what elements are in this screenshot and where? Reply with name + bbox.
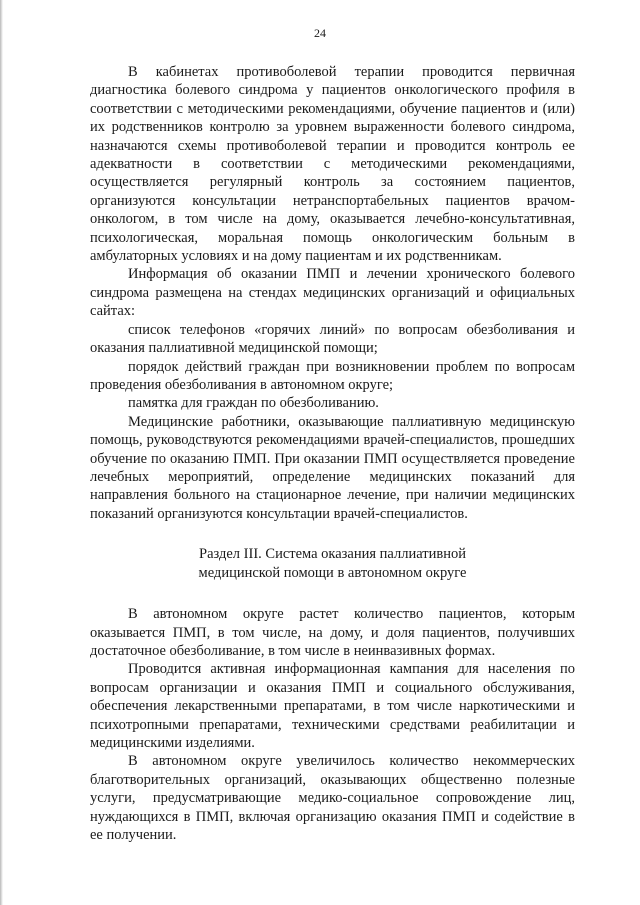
scan-edge-shadow — [0, 0, 3, 905]
section-heading-line-1: Раздел III. Система оказания паллиативной — [199, 546, 466, 563]
list-item-hotline-phones: список телефонов «горячих линий» по вопросам обезболивания и оказания паллиативной медицинской помощи; — [90, 321, 575, 357]
section-heading — [90, 545, 575, 583]
paragraph-pain-therapy-cabinets: В кабинетах противоболевой терапии проводится первичная диагностика болевого синдрома у пациентов онкологического профиля в соответствии с методическими рекомендациями, обучение пациентов и (или) их родственников контролю за уровнем выраженности болевого синдрома, назначаются схемы противоболевой терапии и проводится контроль ее адекватности в соответствии с методическими рекомендациями, осуществляется регулярный контроль за состоянием пациентов, организуются консультации нетранспортабельных пациентов врачом-онкологом, в том числе на дому, оказывается лечебно-консультативная, психологическая, моральная помощь онкологическим больным в амбулаторных условиях и на дому пациентам и их родственникам. — [90, 64, 575, 265]
document-body — [90, 63, 575, 844]
list-item-pain-relief-memo: памятка для граждан по обезболиванию. — [128, 395, 379, 412]
paragraph-information-placement: Информация об оказании ПМП и лечении хронического болевого синдрома размещена на стендах медицинских организаций и официальных сайтах: — [90, 266, 575, 320]
section-heading-line-2: медицинской помощи в автономном округе — [198, 565, 467, 582]
list-item-citizen-procedure: порядок действий граждан при возникновении проблем по вопросам проведения обезболивания в автономном округе; — [90, 358, 575, 393]
page-number: 24 — [314, 26, 326, 40]
paragraph-medical-workers: Медицинские работники, оказывающие паллиативную медицинскую помощь, руководствуются рекомендациями врачей-специалистов, прошедших обучение по оказанию ПМП. При оказании ПМП осуществляется проведение лечебных мероприятий, определение медицинских показаний для направления больного на стационарное лечение, при наличии медицинских показаний организуются консультации врачей-специалистов. — [90, 413, 575, 522]
paragraph-information-campaign: Проводится активная информационная кампания для населения по вопросам организации и оказания ПМП и социального обслуживания, обеспечения лекарственными препаратами, в том числе наркотическими и психотропными препаратами, техническими средствами реабилитации и медицинскими изделиями. — [90, 661, 575, 751]
paragraph-nonprofit-organizations: В автономном округе увеличилось количество некоммерческих благотворительных организаций, оказывающих общественно полезные услуги, предусматривающие медико-социальное сопровождение лиц, нуждающихся в ПМП, включая организацию оказания ПМП и содействие в ее получении. — [90, 753, 575, 844]
paragraph-patient-growth: В автономном округе растет количество пациентов, которым оказывается ПМП, в том числе, на дому, и доля пациентов, получивших достаточное обезболивание, в том числе в неинвазивных формах. — [90, 606, 575, 659]
